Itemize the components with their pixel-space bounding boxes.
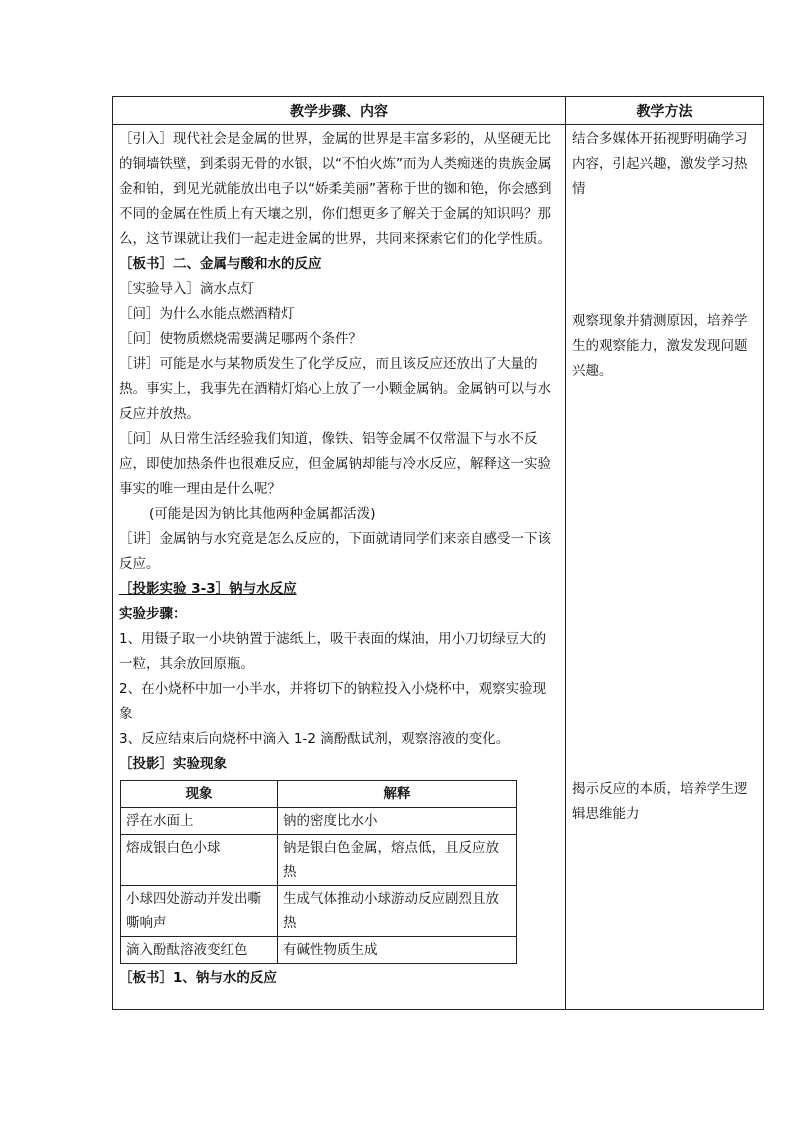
explanation-cell: 生成气体推动小球游动反应剧烈且放热 [278, 886, 517, 937]
question-1: ［问］为什么水能点燃酒精灯 [119, 306, 295, 322]
question-3: ［问］从日常生活经验我们知道，像铁、铝等金属不仅常温下与水不反应，即使加热条件也很难反应，但金属钠却能与冷水反应，解释这一实验事实的唯一理由是什么呢？ [119, 431, 551, 497]
answer-note: (可能是因为钠比其他两种金属都活泼) [149, 506, 376, 522]
phenomenon-cell: 浮在水面上 [121, 808, 278, 835]
header-steps: 教学步骤、内容 [113, 97, 566, 125]
explain-2: ［讲］金属钠与水究竟是怎么反应的，下面就请同学们来亲自感受一下该反应。 [119, 531, 551, 572]
explanation-cell: 钠是银白色金属，熔点低，且反应放热 [278, 835, 517, 886]
experiment-intro: ［实验导入］滴水点灯 [119, 281, 254, 297]
lesson-table [112, 96, 764, 1010]
phenomena-header: 现象 [121, 781, 278, 808]
projection-experiment: ［投影实验 3-3］钠与水反应 [119, 581, 297, 597]
steps-cell [113, 125, 566, 1010]
explanation-header: 解释 [278, 781, 517, 808]
phenomena-table [120, 780, 517, 964]
phenomenon-cell: 滴入酚酞溶液变红色 [121, 937, 278, 964]
phenomenon-cell: 熔成银白色小球 [121, 835, 278, 886]
question-2: ［问］使物质燃烧需要满足哪两个条件？ [119, 331, 362, 347]
method-2: 观察现象并猜测原因，培养学生的观察能力，激发发现问题兴趣。 [572, 313, 748, 379]
intro-paragraph: ［引入］现代社会是金属的世界，金属的世界是丰富多彩的，从坚硬无比的铜墙铁壁，到柔弱无骨的水银，以“不怕火炼”而为人类痴迷的贵族金属金和铂，到见光就能放出电子以“娇柔美丽”著称于世的铷和铯，你会感到不同的金属在性质上有天壤之别，你们想更多了解关于金属的知识吗？那么，这节课就让我们一起走进金属的世界，共同来探索它们的化学性质。 [119, 131, 552, 247]
projection-phenomena: ［投影］实验现象 [119, 756, 227, 772]
table-row [121, 937, 517, 964]
step-2: 2、在小烧杯中加一小半水，并将切下的钠粒投入小烧杯中，观察实验现象 [119, 681, 547, 722]
header-row [113, 97, 764, 125]
table-row [121, 808, 517, 835]
body-row [113, 125, 764, 1010]
table-row [121, 835, 517, 886]
method-1: 结合多媒体开拓视野明确学习内容，引起兴趣，激发学习热情 [572, 131, 748, 197]
method-3: 揭示反应的本质，培养学生逻辑思维能力 [572, 781, 748, 822]
phenomena-header-row [121, 781, 517, 808]
explanation-cell: 钠的密度比水小 [278, 808, 517, 835]
step-1: 1、用镊子取一小块钠置于滤纸上，吸干表面的煤油，用小刀切绿豆大的一粒，其余放回原瓶。 [119, 631, 547, 672]
methods-cell [566, 125, 764, 1010]
steps-content [113, 125, 565, 1009]
header-methods: 教学方法 [566, 97, 764, 125]
explain-1: ［讲］可能是水与某物质发生了化学反应，而且该反应还放出了大量的热。事实上，我事先在酒精灯焰心上放了一小颗金属钠。金属钠可以与水反应并放热。 [119, 356, 551, 422]
explanation-cell: 有碱性物质生成 [278, 937, 517, 964]
table-row [121, 886, 517, 937]
phenomenon-cell: 小球四处游动并发出嘶嘶响声 [121, 886, 278, 937]
board-subheading: ［板书］1、钠与水的反应 [119, 970, 277, 986]
methods-content [566, 125, 763, 1009]
steps-label: 实验步骤： [119, 606, 187, 622]
step-3: 3、反应结束后向烧杯中滴入 1-2 滴酚酞试剂，观察溶液的变化。 [119, 731, 510, 747]
board-heading: ［板书］二、金属与酸和水的反应 [119, 256, 322, 272]
